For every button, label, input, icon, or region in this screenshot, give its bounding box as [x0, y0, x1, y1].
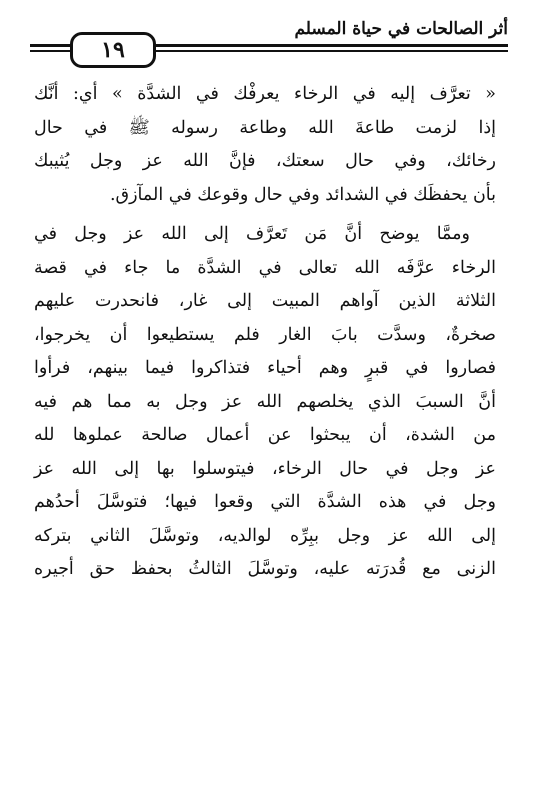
text-line: الزنى مع قُدرَته عليه، وتوسَّلَ الثالثُ بحفظ حق أجيره	[34, 559, 496, 579]
running-title: أثر الصالحات في حياة المسلم	[294, 19, 508, 39]
text-line: عز وجل في حال الرخاء، فيتوسلوا بها إلى الله عز	[34, 458, 496, 479]
text-line: وممَّا يوضح أنَّ مَن تَعرَّف إلى الله عز وجل في	[34, 224, 470, 244]
page-header	[30, 14, 508, 66]
text-line: وجل في هذه الشدَّة التي وقعوا فيها؛ فتوسَّلَ أحدُهم	[34, 492, 496, 512]
text-line: رخائك، وفي حال سعتك، فإنَّ الله عز وجل يُثيبك	[34, 151, 496, 171]
text-line: إذا لزمت طاعةَ الله وطاعة رسوله ﷺ في حال	[34, 117, 496, 138]
text-line: « تعرَّف إليه في الرخاء يعرفْك في الشدَّة » أي: أنَّك	[34, 84, 496, 104]
text-line: إلى الله عز وجل ببِرِّه لوالديه، وتوسَّلَ الثاني بتركه	[34, 525, 496, 546]
text-line: أنَّ السببَ الذي يخلصهم الله عز وجل به مما هم فيه	[34, 391, 496, 412]
text-line: الرخاء عرَّفَه الله تعالى في الشدَّة ما جاء في قصة	[34, 257, 496, 278]
text-line: من الشدة، أن يبحثوا عن أعمال صالحة عملوها لله	[34, 425, 496, 445]
text-line: الثلاثة الذين آواهم المبيت إلى غار، فانحدرت عليهم	[34, 291, 496, 311]
page-number: ١٩	[70, 32, 156, 68]
text-line: فصاروا في قبرٍ وهم أحياء فتذاكروا فيما بينهم، فرأوا	[34, 358, 496, 378]
page-body	[34, 78, 496, 587]
paragraph	[34, 218, 496, 587]
text-line: صخرةٌ، وسدَّت بابَ الغار فلم يستطيعوا أن يخرجوا،	[34, 324, 496, 345]
text-line: بأن يحفظَك في الشدائد وفي حال وقوعك في المآزق.	[109, 184, 496, 205]
paragraph	[34, 78, 496, 212]
